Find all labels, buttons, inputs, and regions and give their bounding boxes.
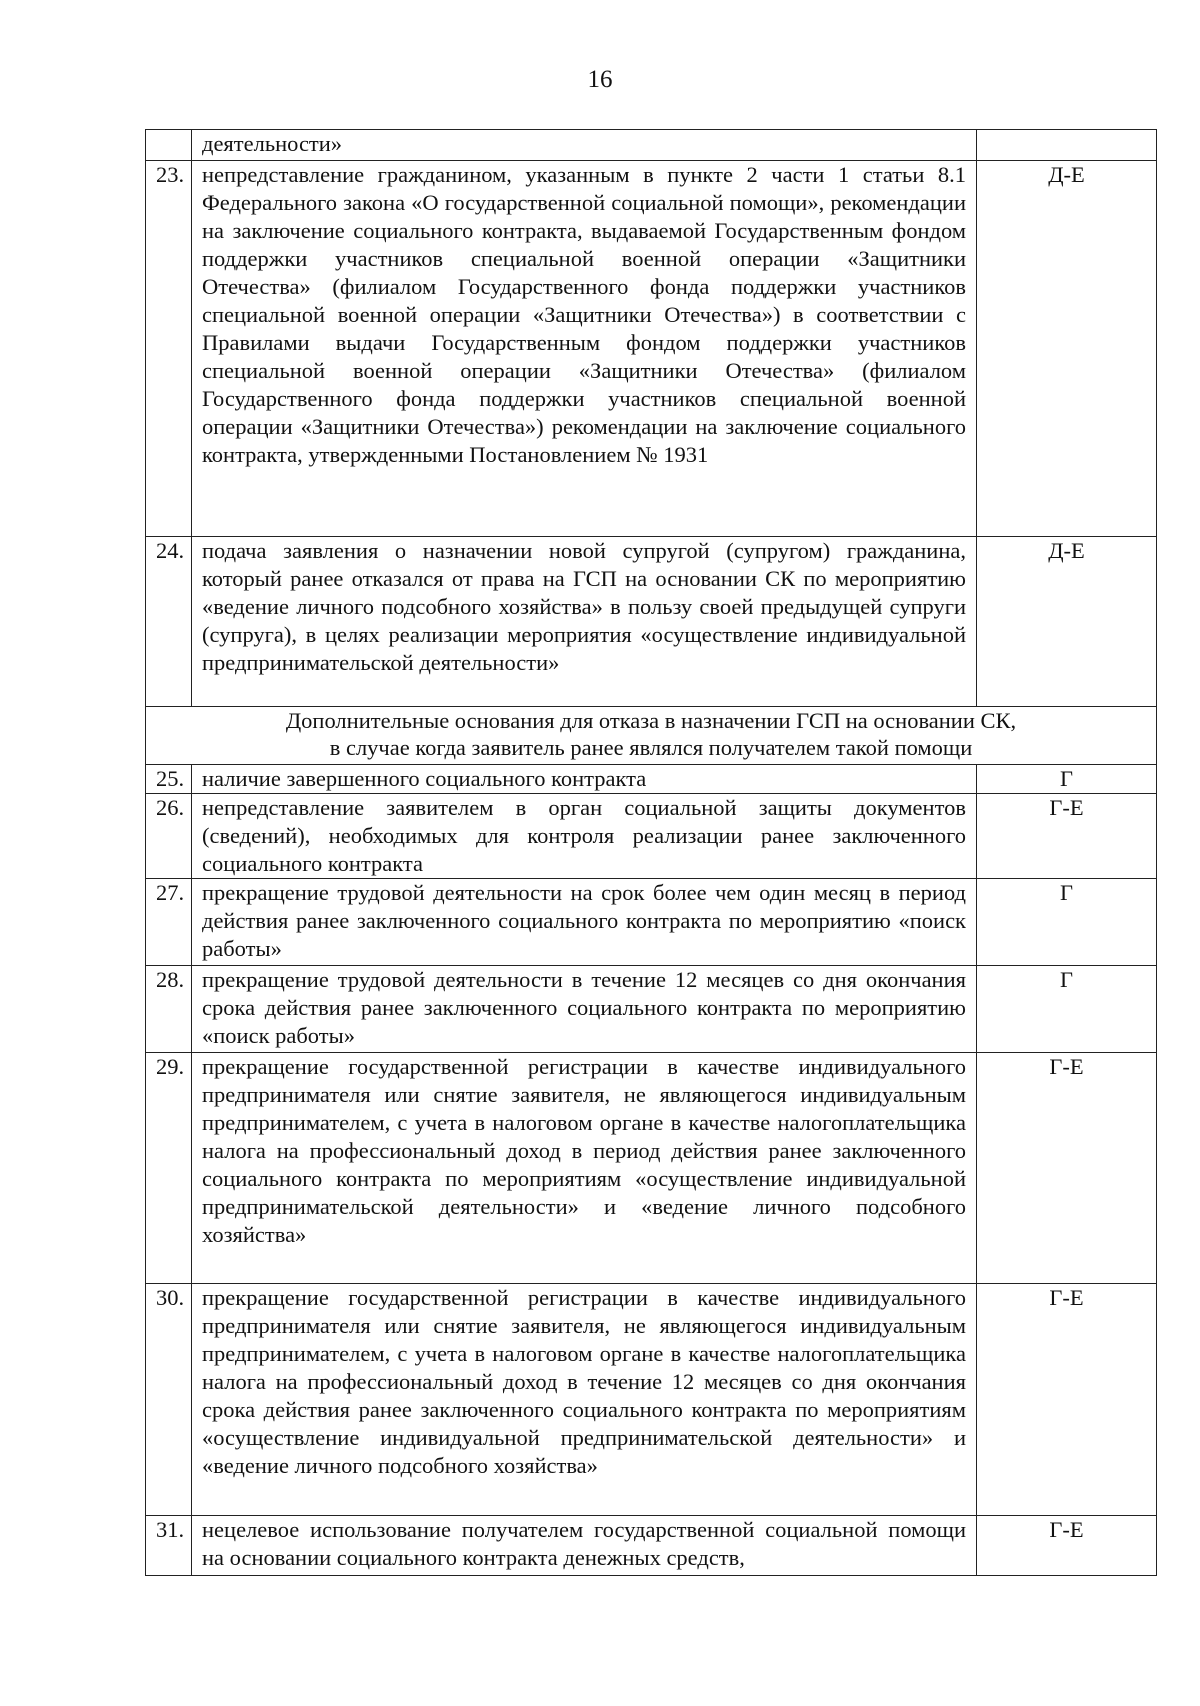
grounds-table [145,129,1157,1576]
section-header-row [146,707,1157,765]
table-row [146,1053,1157,1284]
row-code: Г-Е [977,1516,1157,1576]
section-header-line1: Дополнительные основания для отказа в назначении ГСП на основании СК, [285,708,1017,733]
table-row [146,794,1157,879]
row-number: 25. [146,765,192,794]
table-row [146,130,1157,161]
table-row [146,765,1157,794]
row-text: прекращение трудовой деятельности на срок более чем один месяц в период действия ранее заключенного социального контракта по мероприятию «поиск работы» [192,879,977,966]
row-text: прекращение государственной регистрации в качестве индивидуального предпринимателя или снятие заявителя, не являющегося индивидуальным предпринимателем, с учета в налоговом органе в качестве налогоплательщика налога на профессиональный доход в течение 12 месяцев со дня окончания срока действия ранее заключенного социального контракта по мероприятиям «осуществление индивидуальной предпринимательской деятельности» и «ведение личного подсобного хозяйства» [192,1284,977,1516]
row-number: 31. [146,1516,192,1576]
row-text: деятельности» [192,130,977,161]
row-code [977,130,1157,161]
row-code: Г [977,966,1157,1053]
row-text: непредставление заявителем в орган социальной защиты документов (сведений), необходимых для контроля реализации ранее заключенного социального контракта [192,794,977,879]
row-number: 30. [146,1284,192,1516]
page-number: 16 [587,66,613,93]
table-row [146,966,1157,1053]
row-code: Г-Е [977,1284,1157,1516]
row-text: прекращение трудовой деятельности в течение 12 месяцев со дня окончания срока действия ранее заключенного социального контракта по мероприятию «поиск работы» [192,966,977,1053]
table-row [146,161,1157,537]
row-code: Д-Е [977,537,1157,707]
section-header-line2: в случае когда заявитель ранее являлся получателем такой помощи [329,735,973,760]
row-text: наличие завершенного социального контракта [192,765,977,794]
row-text: подача заявления о назначении новой супругой (супругом) гражданина, который ранее отказался от права на ГСП на основании СК по мероприятию «ведение личного подсобного хозяйства» в пользу своей предыдущей супруги (супруга), в целях реализации мероприятия «осуществление индивидуальной предпринимательской деятельности» [192,537,977,707]
row-text: нецелевое использование получателем государственной социальной помощи на основании социального контракта денежных средств, [192,1516,977,1576]
section-header [146,707,1157,765]
table-row [146,1284,1157,1516]
row-code: Г-Е [977,1053,1157,1284]
row-number: 29. [146,1053,192,1284]
row-number: 27. [146,879,192,966]
row-text: прекращение государственной регистрации в качестве индивидуального предпринимателя или снятие заявителя, не являющегося индивидуальным предпринимателем, с учета в налоговом органе в качестве налогоплательщика налога на профессиональный доход в период действия ранее заключенного социального контракта по мероприятиям «осуществление индивидуальной предпринимательской деятельности» и «ведение личного подсобного хозяйства» [192,1053,977,1284]
row-number: 28. [146,966,192,1053]
row-code: Г-Е [977,794,1157,879]
row-number: 24. [146,537,192,707]
row-code: Г [977,879,1157,966]
row-text: непредставление гражданином, указанным в пункте 2 части 1 статьи 8.1 Федерального закона «О государственной социальной помощи», рекомендации на заключение социального контракта, выдаваемой Государственным фондом поддержки участников специальной военной операции «Защитники Отечества» (филиалом Государственного фонда поддержки участников специальной военной операции «Защитники Отечества») в соответствии с Правилами выдачи Государственным фондом поддержки участников специальной военной операции «Защитники Отечества» (филиалом Государственного фонда поддержки участников специальной военной операции «Защитники Отечества») рекомендации на заключение социального контракта, утвержденными Постановлением № 1931 [192,161,977,537]
row-code: Д-Е [977,161,1157,537]
row-number [146,130,192,161]
table-row [146,537,1157,707]
table-row [146,1516,1157,1576]
row-number: 26. [146,794,192,879]
row-number: 23. [146,161,192,537]
table-row [146,879,1157,966]
row-code: Г [977,765,1157,794]
